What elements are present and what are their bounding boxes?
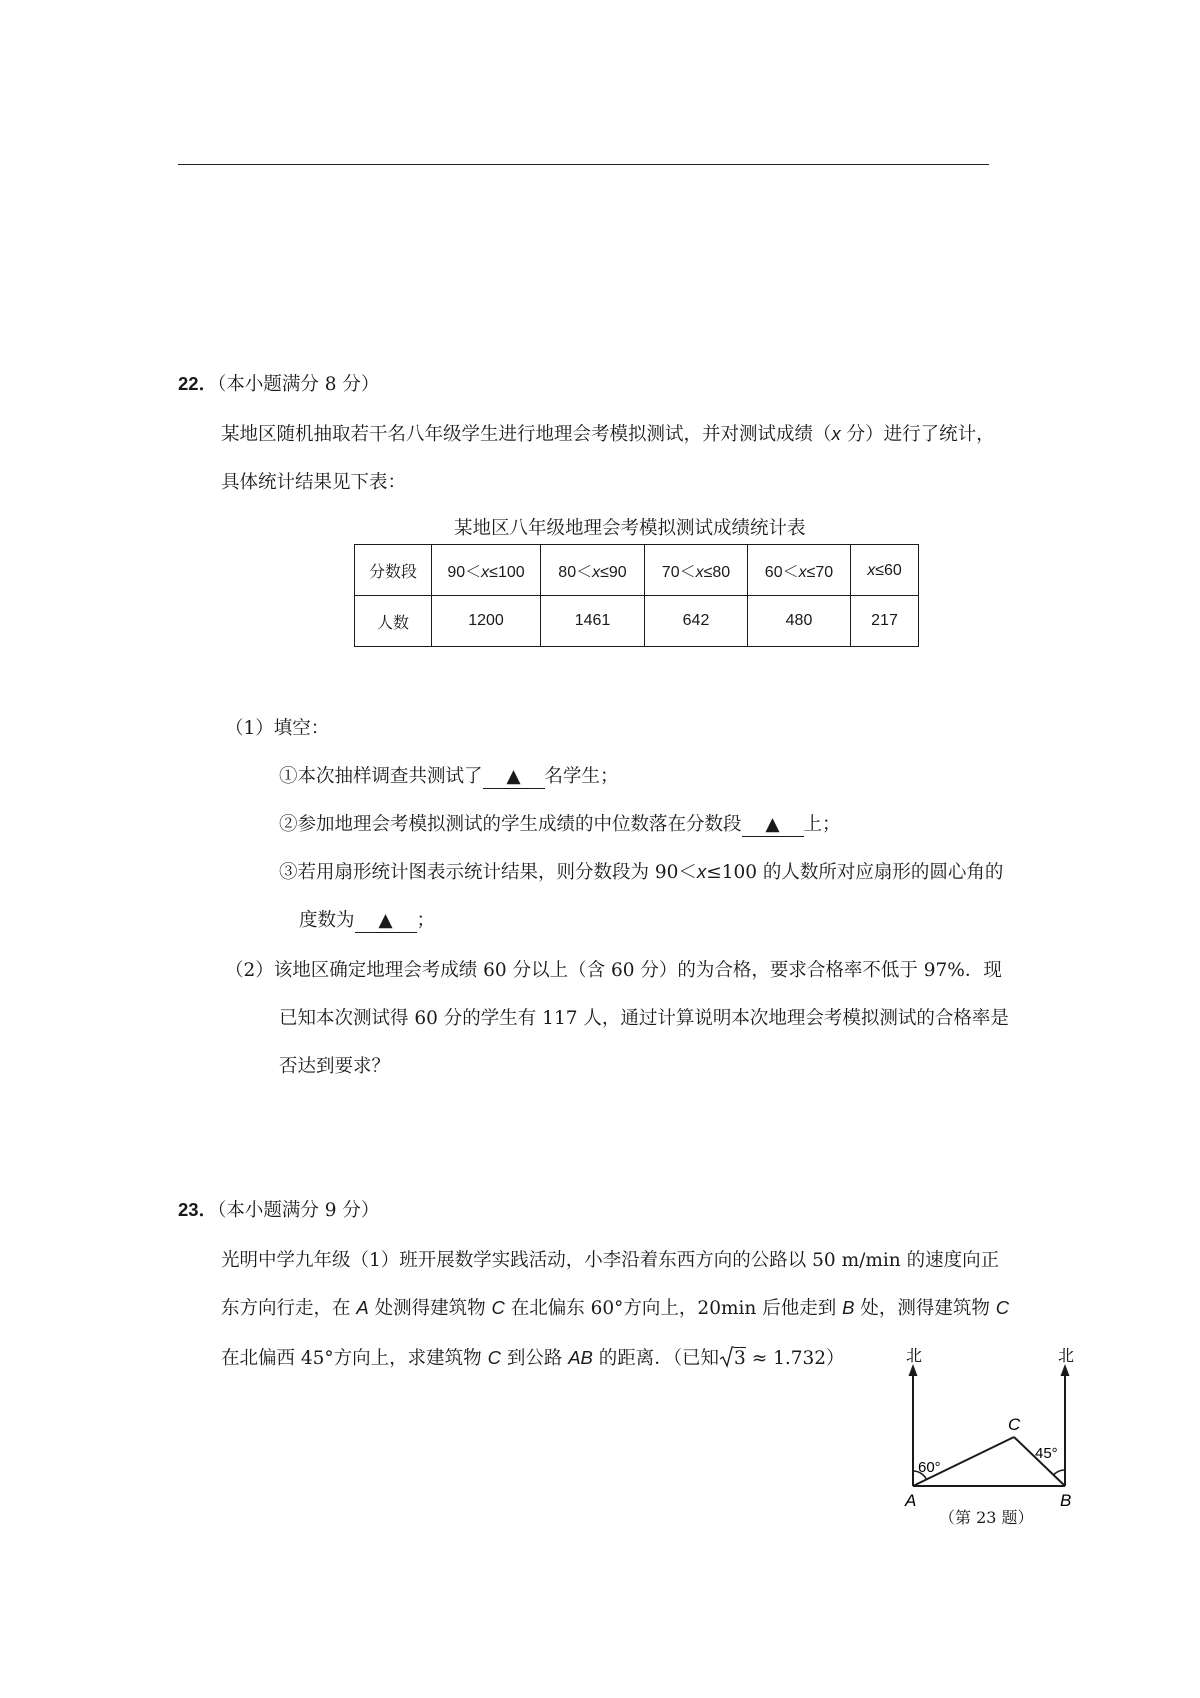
table-row [355, 596, 919, 647]
header-rule [178, 164, 989, 165]
answer-blank: ▲ [355, 910, 417, 933]
north-arrowhead-right-icon [1061, 1364, 1070, 1376]
q23-score: （本小题满分 9 分） [217, 1200, 380, 1221]
table-header-range: 分数段 [355, 545, 432, 596]
table-cell-count: 642 [645, 596, 748, 647]
point-label-A: A [905, 1491, 917, 1508]
north-label-left: 北 [906, 1348, 923, 1365]
north-label-right: 北 [1058, 1348, 1075, 1365]
q22-intro-line2: 具体统计结果见下表： [221, 472, 407, 493]
table-cell-range: 90＜x≤100 [432, 545, 541, 596]
q22-number: 22． [178, 373, 218, 394]
figure-caption: （第 23 题） [939, 1508, 1034, 1527]
table-cell-count: 1461 [541, 596, 645, 647]
table-cell-range: 80＜x≤90 [541, 545, 645, 596]
table-cell-range: x≤60 [851, 545, 919, 596]
angle-arc-B [1054, 1470, 1065, 1475]
table-cell-count: 480 [748, 596, 851, 647]
point-label-B: B [1060, 1491, 1072, 1508]
q22-part1-label: （1）填空： [225, 718, 330, 739]
table-cell-count: 217 [851, 596, 919, 647]
q22-part2-line3: 否达到要求？ [279, 1056, 391, 1077]
table-title: 某地区八年级地理会考模拟测试成绩统计表 [454, 518, 806, 539]
answer-blank: ▲ [483, 766, 545, 789]
angle-label-A: 60° [918, 1459, 941, 1476]
table-row [355, 545, 919, 596]
q23-heading [178, 1196, 379, 1222]
q22-part1-b: ②参加地理会考模拟测试的学生成绩的中位数落在分数段 ▲ 上； [279, 810, 841, 837]
north-arrowhead-left-icon [909, 1364, 918, 1376]
q23-figure [880, 1348, 1110, 1508]
angle-label-B: 45° [1035, 1445, 1058, 1462]
table-cell-range: 60＜x≤70 [748, 545, 851, 596]
table-cell-range: 70＜x≤80 [645, 545, 748, 596]
q22-part2-line1: （2）该地区确定地理会考成绩 60 分以上（含 60 分）的为合格，要求合格率不低于 97%．现 [225, 960, 1002, 981]
q23-number: 23． [178, 1199, 218, 1220]
q22-score: （本小题满分 8 分） [217, 374, 380, 395]
table-cell-count: 1200 [432, 596, 541, 647]
score-table [354, 544, 919, 647]
answer-blank: ▲ [742, 814, 804, 837]
q23-line2: 东方向行走，在 A 处测得建筑物 C 在北偏东 60°方向上，20min 后他走到 B 处，测得建筑物 C [221, 1297, 1010, 1319]
q22-intro-line1: 某地区随机抽取若干名八年级学生进行地理会考模拟测试，并对测试成绩（x 分）进行了统计， [221, 423, 995, 445]
radical-sign-icon [719, 1346, 734, 1368]
point-label-C: C [1008, 1415, 1021, 1434]
q22-part1-c-line2: 度数为 ▲ ； [299, 906, 435, 933]
q22-part2-line2: 已知本次测试得 60 分的学生有 117 人，通过计算说明本次地理会考模拟测试的合格率是 [279, 1008, 1009, 1029]
q22-part1-a: ①本次抽样调查共测试了 ▲ 名学生； [279, 762, 619, 789]
q23-line3: 在北偏西 45°方向上，求建筑物 C 到公路 AB 的距离．（已知 3 ≈ 1.732） [221, 1347, 845, 1369]
q23-line1: 光明中学九年级（1）班开展数学实践活动，小李沿着东西方向的公路以 50 m/min 的速度向正 [221, 1250, 1000, 1271]
q22-heading [178, 370, 379, 396]
sqrt-symbol: 3 [719, 1346, 746, 1369]
q22-part1-c-line1: ③若用扇形统计图表示统计结果，则分数段为 90＜x≤100 的人数所对应扇形的圆心角的 [279, 861, 1004, 883]
table-header-count: 人数 [355, 596, 432, 647]
